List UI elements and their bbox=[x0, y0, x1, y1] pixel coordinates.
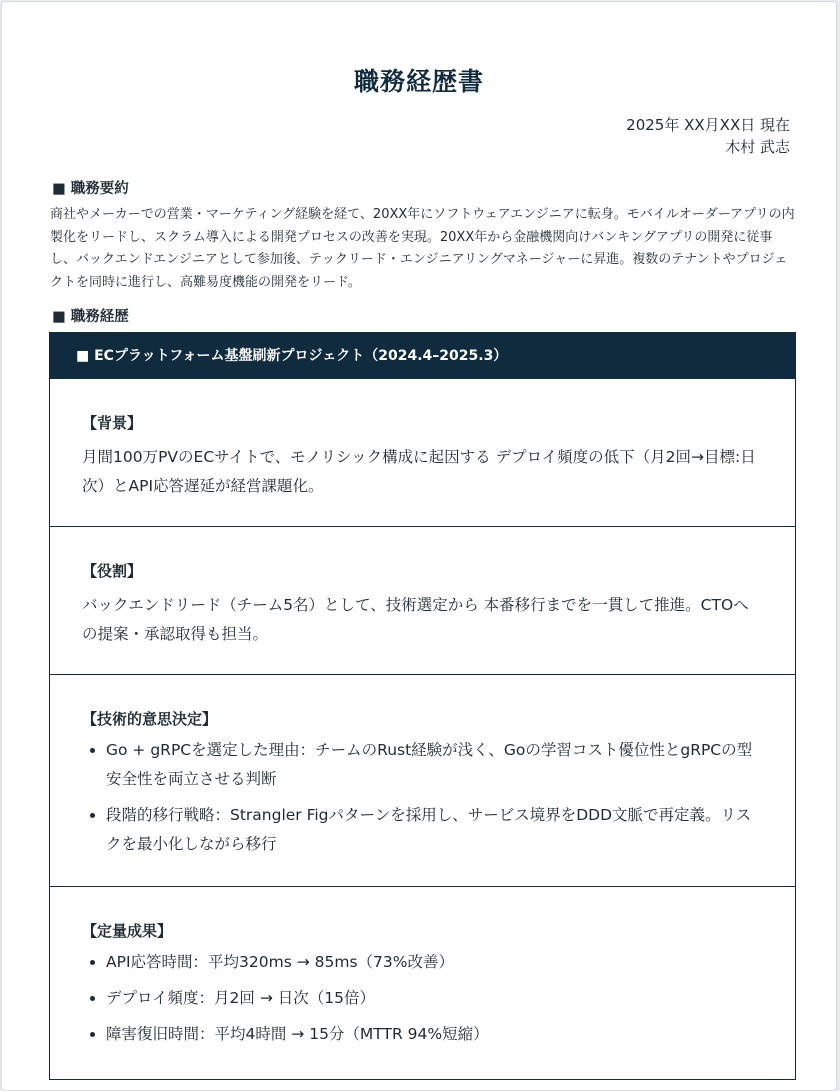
background-card bbox=[50, 378, 795, 527]
decisions-title: 【技術的意思決定】 bbox=[82, 710, 218, 728]
results-title: 【定量成果】 bbox=[82, 922, 173, 940]
list-item: • 障害復旧時間：平均4時間 → 15分（MTTR 94%短縮） bbox=[106, 1020, 763, 1049]
list-item: • API応答時間：平均320ms → 85ms（73%改善） bbox=[106, 948, 763, 977]
summary-heading: ■ 職務要約 bbox=[52, 181, 129, 197]
project-title: ■ ECプラットフォーム基盤刷新プロジェクト（2024.4–2025.3） bbox=[50, 332, 795, 378]
background-text: 月間100万PVのECサイトで、モノリシック構成に起因する デプロイ頻度の低下（月2回→目標:日次）とAPI応答遅延が経営課題化。 bbox=[82, 448, 756, 495]
list-item: • Go + gRPCを選定した理由：チームのRust経験が浅く、Goの学習コスト優位性とgRPCの型安全性を両立させる判断 bbox=[106, 736, 763, 794]
author-name: 木村 武志 bbox=[725, 138, 790, 156]
role-title: 【役割】 bbox=[82, 562, 143, 580]
decisions-list bbox=[82, 736, 763, 859]
decisions-card bbox=[50, 675, 795, 887]
results-list bbox=[82, 948, 763, 1049]
role-card bbox=[50, 527, 795, 675]
list-item: • 段階的移行戦略：Strangler Figパターンを採用し、サービス境界をDDD文脈で再定義。リスクを最小化しながら移行 bbox=[106, 801, 763, 859]
summary-text: 商社やメーカーでの営業・マーケティング経験を経て、20XX年にソフトウェアエンジニアに転身。モバイルオーダーアプリの内製化をリードし、スクラム導入による開発プロセスの改善を実現。20XX年から金融機関向けバンキングアプリの開発に従事し、バックエンドエンジニアとして参加後、テックリード・エンジニアリングマネージャーに昇進。複数のテナントやプロジェクトを同時に進行し、高難易度機能の開発をリード。 bbox=[50, 207, 795, 290]
project-block bbox=[49, 332, 796, 1080]
results-card bbox=[50, 887, 795, 1080]
resume-page bbox=[1, 1, 837, 1091]
document-title: 職務経歴書 bbox=[353, 67, 484, 96]
background-title: 【背景】 bbox=[82, 414, 143, 432]
role-text: バックエンドリード（チーム5名）として、技術選定から 本番移行までを一貫して推進。CTOへの提案・承認取得も担当。 bbox=[82, 596, 749, 643]
document-meta bbox=[626, 114, 790, 158]
list-item: • デプロイ頻度：月2回 → 日次（15倍） bbox=[106, 984, 763, 1013]
document-date: 2025年 XX月XX日 現在 bbox=[626, 116, 790, 134]
history-heading: ■ 職務経歴 bbox=[52, 309, 129, 325]
